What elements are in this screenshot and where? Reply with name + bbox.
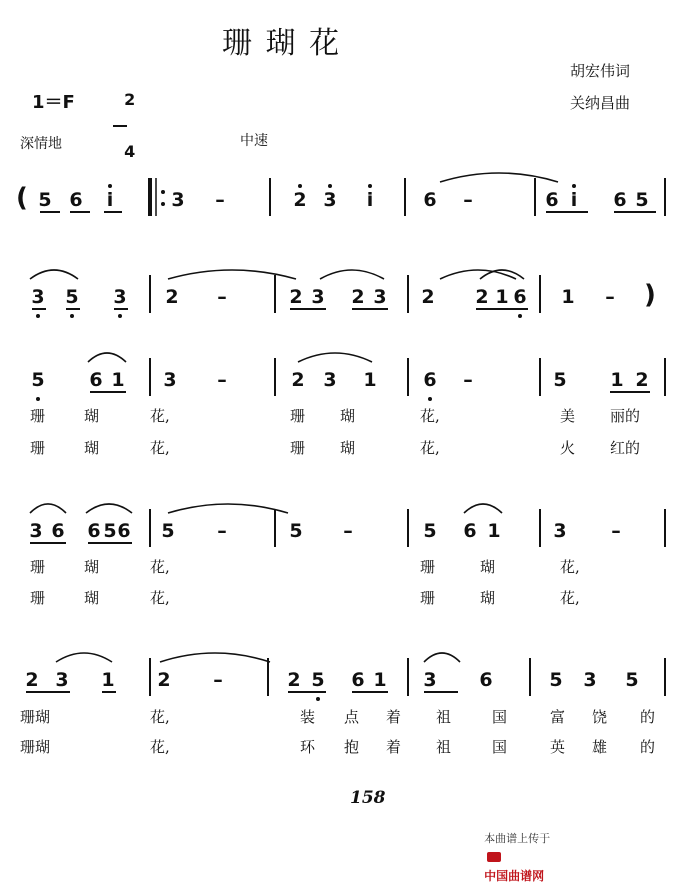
octave-dot-high — [368, 184, 372, 188]
slur-arc — [160, 653, 270, 662]
repeat-dot — [161, 202, 165, 206]
note-digit: 2 — [421, 286, 435, 308]
lyricist-credit: 胡宏伟词 — [570, 62, 631, 80]
note-digit: 6 — [51, 520, 65, 542]
note-digit: 2 — [635, 369, 649, 391]
note-digit: 6 — [463, 520, 477, 542]
slur-arc — [320, 270, 384, 279]
footer-source — [474, 808, 550, 884]
note-digit: 2 — [293, 189, 307, 211]
note-digit: – — [605, 286, 615, 308]
note-digit: 5 — [423, 520, 437, 542]
note-digit: 6 — [479, 669, 493, 691]
slur-arc — [298, 353, 372, 362]
lyric-syllable: 珊 — [30, 407, 46, 425]
lyric-syllable: 花, — [150, 738, 170, 756]
slur-arc — [88, 353, 126, 362]
lyric-syllable: 美 — [560, 407, 576, 425]
lyric-syllable: 花, — [420, 439, 440, 457]
note-digit: 5 — [103, 520, 117, 542]
lyric-syllable: 珊瑚 — [20, 708, 51, 726]
note-digit: – — [343, 520, 353, 542]
composer-credit: 关纳昌曲 — [570, 94, 631, 112]
note-digit: 1 — [495, 286, 509, 308]
octave-dot-low — [36, 397, 40, 401]
octave-dot-low — [118, 314, 122, 318]
lyric-syllable: 花, — [150, 439, 170, 457]
note-digit: 6 — [117, 520, 131, 542]
lyric-syllable: 瑚 — [480, 558, 496, 576]
slur-arc — [440, 173, 558, 182]
octave-dot-low — [70, 314, 74, 318]
slur-arc — [424, 653, 460, 662]
lyric-syllable: 国 — [492, 738, 508, 756]
page-number: 158 — [350, 788, 386, 808]
lyric-syllable: 的 — [640, 708, 656, 726]
note-digit: 5 — [635, 189, 649, 211]
note-digit: 3 — [553, 520, 567, 542]
lyric-syllable: 花, — [150, 407, 170, 425]
note-digit: – — [217, 286, 227, 308]
slur-arc — [168, 270, 296, 279]
note-digit: – — [463, 189, 473, 211]
lyric-syllable: 珊 — [290, 407, 306, 425]
slur-arc — [480, 270, 524, 279]
lyric-syllable: 花, — [560, 558, 580, 576]
lyric-syllable: 国 — [492, 708, 508, 726]
note-digit: 6 — [545, 189, 559, 211]
slur-arc — [30, 270, 78, 279]
note-digit: 3 — [423, 669, 437, 691]
lyric-syllable: 珊 — [420, 558, 436, 576]
octave-dot-low — [36, 314, 40, 318]
note-digit: 5 — [289, 520, 303, 542]
lyric-syllable: 花, — [150, 589, 170, 607]
octave-dot-low — [428, 397, 432, 401]
note-digit: 3 — [163, 369, 177, 391]
note-digit: – — [213, 669, 223, 691]
lyric-syllable: 祖 — [436, 708, 452, 726]
note-digit: 5 — [625, 669, 639, 691]
note-digit: i — [106, 189, 114, 211]
lyric-syllable: 着 — [386, 708, 402, 726]
brand-logo-icon — [487, 852, 501, 862]
lyric-syllable: 瑚 — [480, 589, 496, 607]
note-digit: 3 — [29, 520, 43, 542]
lyric-syllable: 富 — [550, 708, 566, 726]
note-digit: 6 — [613, 189, 627, 211]
note-digit: i — [366, 189, 374, 211]
meter-bottom: 4 — [124, 142, 136, 161]
key-signature: 1＝F — [32, 92, 75, 113]
note-digit: 6 — [69, 189, 83, 211]
note-digit: – — [463, 369, 473, 391]
lyric-syllable: 瑚 — [340, 439, 356, 457]
note-digit: 3 — [311, 286, 325, 308]
octave-dot-high — [298, 184, 302, 188]
lyric-syllable: 瑚 — [340, 407, 356, 425]
note-digit: 6 — [89, 369, 103, 391]
note-digit: 3 — [373, 286, 387, 308]
note-digit: 6 — [513, 286, 527, 308]
slur-arc — [30, 504, 66, 513]
note-digit: 3 — [583, 669, 597, 691]
octave-dot-low — [518, 314, 522, 318]
note-digit: 2 — [289, 286, 303, 308]
lyric-syllable: 装 — [300, 708, 316, 726]
note-digit: 6 — [87, 520, 101, 542]
slur-arc — [168, 504, 288, 513]
note-digit: 6 — [423, 189, 437, 211]
note-digit: 5 — [553, 369, 567, 391]
note-digit: ) — [644, 280, 656, 310]
lyric-syllable: 环 — [300, 738, 316, 756]
slur-arc — [56, 653, 112, 662]
lyric-syllable: 珊 — [30, 589, 46, 607]
note-digit: 3 — [323, 189, 337, 211]
octave-dot-high — [328, 184, 332, 188]
lyric-syllable: 丽的 — [610, 407, 641, 425]
tempo-mark: 中速 — [240, 133, 268, 149]
lyric-syllable: 英 — [550, 738, 566, 756]
note-digit: – — [215, 189, 225, 211]
lyric-syllable: 着 — [386, 738, 402, 756]
note-digit: – — [217, 520, 227, 542]
lyric-syllable: 珊瑚 — [20, 738, 51, 756]
upload-note: 本曲谱上传于 — [484, 832, 551, 845]
note-digit: 3 — [323, 369, 337, 391]
note-digit: 5 — [311, 669, 325, 691]
lyric-syllable: 点 — [344, 708, 360, 726]
lyric-syllable: 花, — [560, 589, 580, 607]
octave-dot-low — [316, 697, 320, 701]
note-digit: 2 — [165, 286, 179, 308]
slur-arc — [440, 270, 516, 279]
slur-arc — [464, 504, 502, 513]
lyric-syllable: 珊 — [30, 439, 46, 457]
note-digit: 6 — [423, 369, 437, 391]
note-digit: 3 — [113, 286, 127, 308]
note-digit: 2 — [291, 369, 305, 391]
note-digit: 1 — [610, 369, 624, 391]
note-digit: 5 — [65, 286, 79, 308]
note-digit: 1 — [111, 369, 125, 391]
note-digit: 2 — [475, 286, 489, 308]
note-digit: 5 — [31, 369, 45, 391]
octave-dot-high — [572, 184, 576, 188]
note-digit: 3 — [171, 189, 185, 211]
note-digit: 3 — [31, 286, 45, 308]
lyric-syllable: 珊 — [420, 589, 436, 607]
note-digit: 1 — [373, 669, 387, 691]
lyric-syllable: 花, — [420, 407, 440, 425]
note-digit: 1 — [561, 286, 575, 308]
lyric-syllable: 花, — [150, 558, 170, 576]
note-digit: 6 — [351, 669, 365, 691]
lyric-syllable: 瑚 — [84, 558, 100, 576]
lyric-syllable: 雄 — [592, 738, 608, 756]
note-digit: 1 — [487, 520, 501, 542]
note-digit: i — [570, 189, 578, 211]
lyric-syllable: 珊 — [30, 558, 46, 576]
note-digit: 3 — [55, 669, 69, 691]
lyric-syllable: 瑚 — [84, 439, 100, 457]
note-digit: 5 — [38, 189, 52, 211]
note-digit: 2 — [157, 669, 171, 691]
lyric-syllable: 红的 — [610, 439, 641, 457]
note-digit: – — [217, 369, 227, 391]
lyric-syllable: 瑚 — [84, 589, 100, 607]
lyric-syllable: 花, — [150, 708, 170, 726]
note-digit: 2 — [351, 286, 365, 308]
octave-dot-high — [108, 184, 112, 188]
lyric-syllable: 抱 — [344, 738, 360, 756]
note-digit: 2 — [25, 669, 39, 691]
note-digit: 5 — [161, 520, 175, 542]
lyric-syllable: 的 — [640, 738, 656, 756]
note-digit: – — [611, 520, 621, 542]
expression-mark: 深情地 — [20, 136, 62, 152]
note-digit: 2 — [287, 669, 301, 691]
lyric-syllable: 火 — [560, 439, 576, 457]
slur-arc — [86, 504, 132, 513]
page-title: 珊 瑚 花 — [222, 26, 342, 61]
repeat-dot — [161, 190, 165, 194]
note-digit: ( — [16, 183, 28, 213]
meter-top: 2 — [124, 90, 136, 109]
note-digit: 1 — [101, 669, 115, 691]
lyric-syllable: 瑚 — [84, 407, 100, 425]
note-digit: 5 — [549, 669, 563, 691]
lyric-syllable: 饶 — [592, 708, 608, 726]
note-digit: 1 — [363, 369, 377, 391]
lyric-syllable: 珊 — [290, 439, 306, 457]
brand-name: 中国曲谱网 — [484, 869, 545, 883]
lyric-syllable: 祖 — [436, 738, 452, 756]
